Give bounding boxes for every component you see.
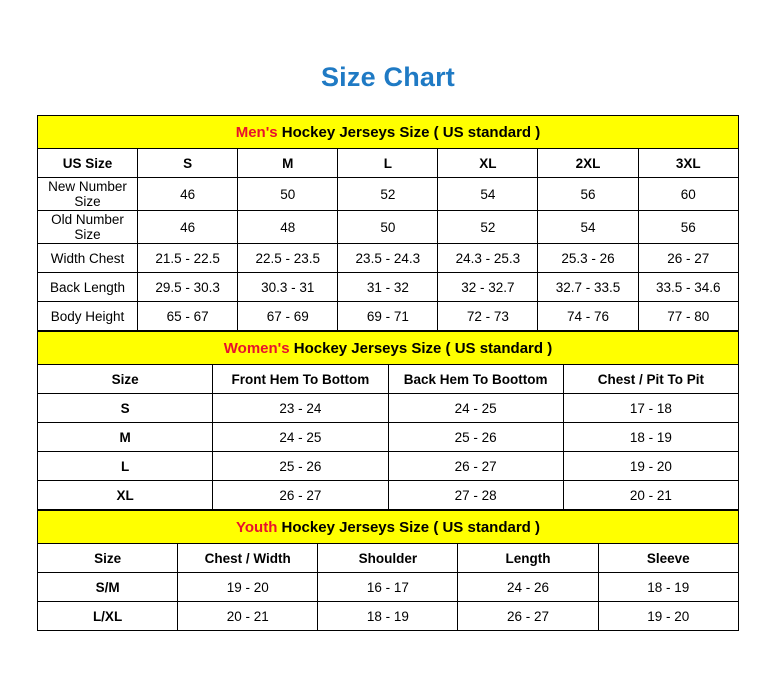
youth-size-table (37, 510, 739, 631)
youth-row-1-val-1: 18 - 19 (318, 602, 458, 631)
womens-row-1-val-1: 25 - 26 (388, 423, 563, 452)
youth-header-rest: Hockey Jerseys Size ( US standard ) (277, 518, 540, 536)
table-row (38, 273, 739, 302)
mens-row-0-val-1: 50 (238, 178, 338, 211)
youth-row-1-val-3: 19 - 20 (598, 602, 738, 631)
womens-col-3: Chest / Pit To Pit (563, 365, 738, 394)
mens-row-0-val-0: 46 (138, 178, 238, 211)
youth-row-0-val-2: 24 - 26 (458, 573, 598, 602)
youth-row-1-val-0: 20 - 21 (178, 602, 318, 631)
womens-col-0: Size (38, 365, 213, 394)
table-row (38, 302, 739, 331)
youth-section-header-row (38, 511, 739, 544)
womens-row-2-val-0: 25 - 26 (213, 452, 388, 481)
mens-row-4-val-5: 77 - 80 (638, 302, 738, 331)
mens-header-accent: Men's (235, 123, 278, 141)
mens-row-0-val-2: 52 (338, 178, 438, 211)
youth-col-1: Chest / Width (178, 544, 318, 573)
mens-row-3-val-4: 32.7 - 33.5 (538, 273, 638, 302)
mens-row-1-val-2: 50 (338, 211, 438, 244)
table-row (38, 573, 739, 602)
youth-col-4: Sleeve (598, 544, 738, 573)
mens-column-header-row (38, 149, 739, 178)
mens-row-2-val-2: 23.5 - 24.3 (338, 244, 438, 273)
mens-row-2-val-0: 21.5 - 22.5 (138, 244, 238, 273)
womens-row-1-label: M (38, 423, 213, 452)
mens-row-2-val-3: 24.3 - 25.3 (438, 244, 538, 273)
mens-row-3-val-1: 30.3 - 31 (238, 273, 338, 302)
mens-row-4-val-0: 65 - 67 (138, 302, 238, 331)
mens-row-4-val-4: 74 - 76 (538, 302, 638, 331)
youth-row-0-val-0: 19 - 20 (178, 573, 318, 602)
mens-row-2-val-5: 26 - 27 (638, 244, 738, 273)
mens-col-1: S (138, 149, 238, 178)
youth-section-header (38, 511, 739, 544)
womens-col-1: Front Hem To Bottom (213, 365, 388, 394)
youth-row-0-label: S/M (38, 573, 178, 602)
mens-row-3-val-0: 29.5 - 30.3 (138, 273, 238, 302)
mens-row-1-val-5: 56 (638, 211, 738, 244)
table-row (38, 394, 739, 423)
table-row (38, 481, 739, 510)
mens-row-3-label: Back Length (38, 273, 138, 302)
mens-header-rest: Hockey Jerseys Size ( US standard ) (277, 123, 541, 141)
mens-row-2-val-4: 25.3 - 26 (538, 244, 638, 273)
youth-header-accent: Youth (236, 518, 278, 536)
table-row (38, 244, 739, 273)
mens-col-3: L (338, 149, 438, 178)
mens-row-1-val-1: 48 (238, 211, 338, 244)
youth-col-3: Length (458, 544, 598, 573)
mens-row-0-val-4: 56 (538, 178, 638, 211)
womens-column-header-row (38, 365, 739, 394)
womens-row-0-val-1: 24 - 25 (388, 394, 563, 423)
mens-row-4-val-1: 67 - 69 (238, 302, 338, 331)
mens-col-5: 2XL (538, 149, 638, 178)
youth-row-1-label: L/XL (38, 602, 178, 631)
womens-row-2-val-2: 19 - 20 (563, 452, 738, 481)
womens-header-rest: Hockey Jerseys Size ( US standard ) (289, 339, 553, 357)
mens-row-0-label: New Number Size (38, 178, 138, 211)
mens-col-2: M (238, 149, 338, 178)
table-row (38, 178, 739, 211)
womens-row-0-val-0: 23 - 24 (213, 394, 388, 423)
womens-row-2-val-1: 26 - 27 (388, 452, 563, 481)
mens-row-1-val-0: 46 (138, 211, 238, 244)
mens-row-0-val-5: 60 (638, 178, 738, 211)
mens-size-table (37, 115, 739, 331)
mens-col-4: XL (438, 149, 538, 178)
mens-col-6: 3XL (638, 149, 738, 178)
womens-row-3-val-2: 20 - 21 (563, 481, 738, 510)
youth-col-0: Size (38, 544, 178, 573)
mens-col-0: US Size (38, 149, 138, 178)
womens-row-2-label: L (38, 452, 213, 481)
mens-row-1-val-4: 54 (538, 211, 638, 244)
youth-row-0-val-3: 18 - 19 (598, 573, 738, 602)
womens-row-0-val-2: 17 - 18 (563, 394, 738, 423)
table-row (38, 452, 739, 481)
womens-col-2: Back Hem To Boottom (388, 365, 563, 394)
youth-column-header-row (38, 544, 739, 573)
mens-row-3-val-5: 33.5 - 34.6 (638, 273, 738, 302)
womens-section-header-row (38, 332, 739, 365)
mens-section-header (38, 116, 739, 149)
mens-row-2-label: Width Chest (38, 244, 138, 273)
mens-row-4-val-3: 72 - 73 (438, 302, 538, 331)
table-row (38, 602, 739, 631)
womens-section-header (38, 332, 739, 365)
womens-row-1-val-0: 24 - 25 (213, 423, 388, 452)
womens-row-3-val-0: 26 - 27 (213, 481, 388, 510)
womens-size-table (37, 331, 739, 510)
mens-row-4-val-2: 69 - 71 (338, 302, 438, 331)
mens-row-1-label: Old Number Size (38, 211, 138, 244)
table-row (38, 423, 739, 452)
womens-row-3-val-1: 27 - 28 (388, 481, 563, 510)
mens-section-header-row (38, 116, 739, 149)
table-row (38, 211, 739, 244)
mens-row-4-label: Body Height (38, 302, 138, 331)
youth-row-1-val-2: 26 - 27 (458, 602, 598, 631)
mens-row-3-val-2: 31 - 32 (338, 273, 438, 302)
womens-row-0-label: S (38, 394, 213, 423)
mens-row-3-val-3: 32 - 32.7 (438, 273, 538, 302)
youth-row-0-val-1: 16 - 17 (318, 573, 458, 602)
youth-col-2: Shoulder (318, 544, 458, 573)
mens-row-1-val-3: 52 (438, 211, 538, 244)
womens-header-accent: Women's (223, 339, 290, 357)
page-title: Size Chart (320, 62, 456, 92)
mens-row-0-val-3: 54 (438, 178, 538, 211)
mens-row-2-val-1: 22.5 - 23.5 (238, 244, 338, 273)
tables-container (37, 115, 739, 631)
womens-row-1-val-2: 18 - 19 (563, 423, 738, 452)
womens-row-3-label: XL (38, 481, 213, 510)
